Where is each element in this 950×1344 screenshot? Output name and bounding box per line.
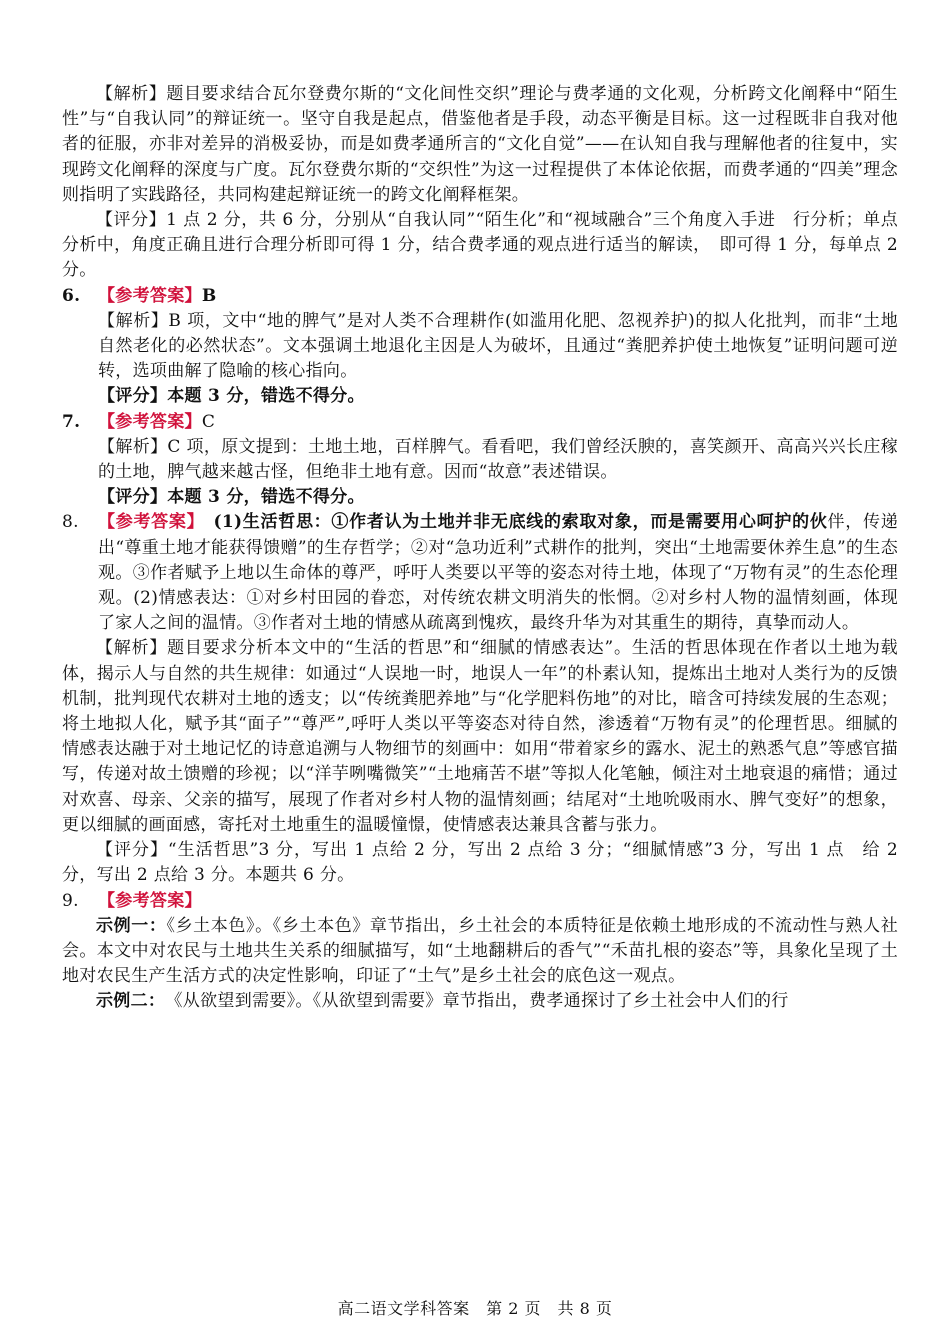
question-number: 8. xyxy=(62,512,79,533)
question-8-block xyxy=(62,510,898,636)
example-one-label: 示例一： xyxy=(96,915,167,936)
analysis-paragraph-q7: 【解析】C 项，原文提到：土地土地，百样脾气。看看吧，我们曾经沃腴的，喜笑颜开、高高兴兴长庄稼的土地，脾气越来越古怪，但绝非土地有意。因而“故意”表述错误。 xyxy=(98,436,898,483)
analysis-paragraph-q6: 【解析】B 项，文中“地的脾气”是对人类不合理耕作(如滥用化肥、忽视养护)的拟人化批判，而非“土地自然老化的必然状态”。文本强调土地退化主因是人为破坏，且通过“粪肥养护使土地恢复”证明问题可逆转，选项曲解了隐喻的核心指向。 xyxy=(98,310,898,382)
scoring-paragraph-q7: 【评分】本题 3 分，错选不得分。 xyxy=(98,487,365,508)
question-number: 9. xyxy=(62,890,79,911)
answer-label: 【参考答案】 xyxy=(98,512,196,533)
scoring-paragraph-q5: 【评分】1 点 2 分，共 6 分，分别从“自我认同”“陌生化”和“视域融合”三个角度入手进 行分析；单点分析中，角度正确且进行合理分析即可得 1 分，结合费孝通的观点进行适当的解读， 即可得 1 分，每单点 2 分。 xyxy=(62,210,898,281)
example-two-text: 《从欲望到需要》。《从欲望到需要》章节指出，费孝通探讨了乡土社会中人们的行 xyxy=(156,991,789,1012)
example-one-text: 《乡土本色》。《乡土本色》章节指出，乡土社会的本质特征是依赖土地形成的不流动性与熟人社会。本文中对农民与土地共生关系的细腻描写，如“土地翻耕后的香气”“禾苗扎根的姿态”等，具象化呈现了土地对农民生产生活方式的决定性影响，印证了“土气”是乡土社会的底色这一观点。 xyxy=(62,915,898,987)
answer-label: 【参考答案】 xyxy=(98,411,202,432)
question-number: 6. xyxy=(62,285,81,306)
answer-lead: (1)生活哲思：①作者认为土地并非无底线的索取对象，而是需要用心呵护的伙 xyxy=(195,512,828,533)
question-6-header xyxy=(62,284,898,309)
page-footer: 高二语文学科答案 第 2 页 共 8 页 xyxy=(337,1299,613,1318)
example-one-paragraph xyxy=(62,914,898,990)
answer-paragraph-q8 xyxy=(98,510,898,636)
answer-label: 【参考答案】 xyxy=(98,285,202,306)
question-number: 7. xyxy=(62,411,81,432)
scoring-paragraph-q8: 【评分】“生活哲思”3 分，写出 1 点给 2 分，写出 2 点给 3 分；“细腻情感”3 分，写出 1 点 给 2 分，写出 2 点给 3 分。本题共 6 分。 xyxy=(62,840,898,886)
analysis-paragraph-q8: 【解析】题目要求分析本文中的“生活的哲思”和“细腻的情感表达”。生活的哲思体现在作者以土地为载体，揭示人与自然的共生规律：如通过“人误地一时，地误人一年”的朴素认知，提炼出土地对人类行为的反馈机制，批判现代农耕对土地的透支；以“传统粪肥养地”与“化学肥料伤地”的对比，暗含可持续发展的生态观；将土地拟人化，赋予其“面子”“尊严”,呼吁人类以平等姿态对待自然，渗透着“万物有灵”的伦理哲思。细腻的情感表达融于对土地记忆的诗意追溯与人物细节的刻画中：如用“带着家乡的露水、泥土的熟悉气息”等感官描写，传递对故土馈赠的珍视；以“洋芋咧嘴微笑”“土地痛苦不堪”等拟人化笔触，倾注对土地衰退的痛惜；通过对欢喜、母亲、父亲的描写，展现了作者对乡村人物的温情刻画；结尾对“土地吮吸雨水、脾气变好”的想象，更以细腻的画面感，寄托对土地重生的温暖憧憬，使情感表达兼具含蓄与张力。 xyxy=(62,638,898,835)
answer-value: C xyxy=(201,411,216,432)
answer-label: 【参考答案】 xyxy=(98,890,202,911)
scoring-paragraph-q6: 【评分】本题 3 分，错选不得分。 xyxy=(98,386,365,407)
analysis-paragraph-q5: 【解析】题目要求结合瓦尔登费尔斯的“文化间性交织”理论与费孝通的文化观，分析跨文化阐释中“陌生性”与“自我认同”的辩证统一。坚守自我是起点，借鉴他者是手段，动态平衡是目标。这一过程既非自我对他者的征服，亦非对差异的消极妥协，而是如费孝通所言的“文化自觉”——在认知自我与理解他者的往复中，实现跨文化阐释的深度与广度。瓦尔登费尔斯的“交织性”为这一过程提供了本体论依据，而费孝通的“四美”理念则指明了实践路径，共同构建起辩证统一的跨文化阐释框架。 xyxy=(62,84,898,205)
question-9-header xyxy=(62,889,898,914)
example-two-paragraph xyxy=(62,989,898,1014)
question-7-header xyxy=(62,410,898,435)
answer-value: B xyxy=(201,285,217,306)
answer-body: 伴，传递出“尊重土地才能获得馈赠”的生存哲学；②对“急功近利”式耕作的批判，突出“土地需要休养生息”的生态观。③作者赋予上地以生命体的尊严，呼吁人类要以平等的姿态对待土地，体现了“万物有灵”的生态伦理观。(2)情感表达：①对乡村田园的眷恋，对传统农耕文明消失的怅惘。②对乡村人物的温情刻画，体现了家人之间的温情。③作者对土地的情感从疏离到愧疚，最终升华为对其重生的期待，真挚而动人。 xyxy=(98,512,899,634)
example-two-label: 示例二： xyxy=(96,991,157,1012)
answer-page xyxy=(62,82,898,1015)
